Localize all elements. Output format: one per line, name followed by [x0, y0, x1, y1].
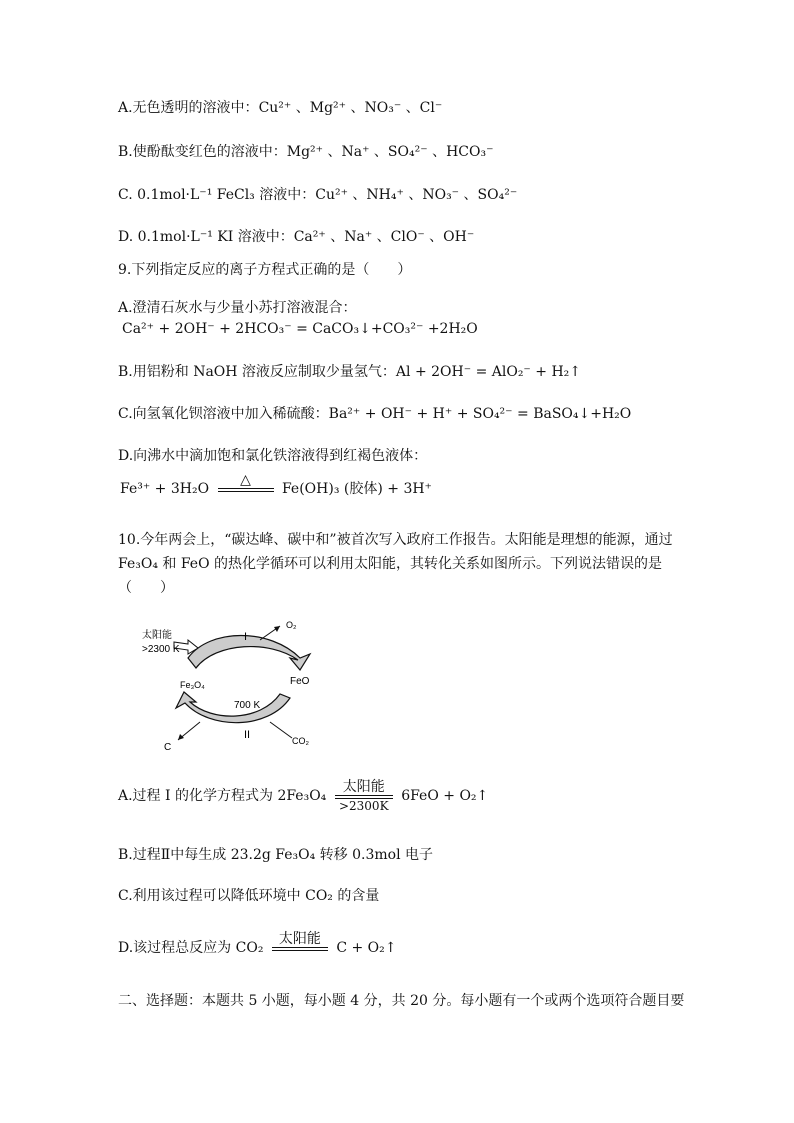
co2-label: CO₂ [292, 736, 309, 746]
q8-option-a: A.无色透明的溶液中：Cu²⁺ 、Mg²⁺ 、NO₃⁻ 、Cl⁻ [118, 100, 443, 116]
q9-stem: 9.下列指定反应的离子方程式正确的是（ ） [118, 262, 412, 278]
q10-option-b: B.过程Ⅱ中每生成 23.2g Fe₃O₄ 转移 0.3mol 电子 [118, 847, 434, 863]
q9-option-a-text: A.澄清石灰水与少量小苏打溶液混合： [118, 300, 357, 316]
c-label: C [164, 742, 172, 753]
q10-option-d: D.该过程总反应为 CO₂ 太阳能 C + O₂↑ [118, 928, 397, 968]
q8-option-b: B.使酚酞变红色的溶液中：Mg²⁺ 、Na⁺ 、SO₄²⁻ 、HCO₃⁻ [118, 144, 494, 160]
fe3o4-label: Fe₃O₄ [180, 680, 205, 690]
feo-label: FeO [290, 676, 310, 687]
step-two-label: II [244, 729, 251, 741]
option-d-condition: 太阳能 [272, 931, 328, 965]
process-one-arrow [188, 636, 310, 671]
q10-option-a: A.过程 I 的化学方程式为 2Fe₃O₄ $\frac{\text{太阳能}}{>2300K}$ 6FeO + O₂↑ [118, 779, 489, 813]
q9-option-d-text: D.向沸水中滴加饱和氯化铁溶液得到红褐色液体： [118, 448, 428, 464]
o2-label: O₂ [286, 620, 297, 630]
solar-label: 太阳能 [142, 630, 172, 641]
high-temp-label: >2300 K [142, 644, 180, 655]
low-temp-label: 700 K [234, 700, 261, 711]
q10-stem: 10.今年两会上，“碳达峰、碳中和”被首次写入政府工作报告。太阳能是理想的能源，通过 Fe₃O₄ 和 FeO 的热化学循环可以利用太阳能，其转化关系如图所示。下列说法错误的是（ ） [118, 532, 673, 596]
section-two-heading: 二、选择题：本题共 5 小题，每小题 4 分，共 20 分。每小题有一个或两个选项符合题目要 [118, 993, 685, 1009]
co2-branch [270, 722, 292, 738]
process-two-arrow [176, 692, 290, 723]
thermochemical-cycle-diagram [140, 618, 340, 756]
q9-option-c: C.向氢氧化钡溶液中加入稀硫酸：Ba²⁺ + OH⁻ + H⁺ + SO₄²⁻ = BaSO₄↓+H₂O [118, 406, 632, 422]
q10-option-c: C.利用该过程可以降低环境中 CO₂ 的含量 [118, 888, 380, 904]
q9-option-d-equation: Fe³⁺ + 3H₂O △ Fe(OH)₃ (胶体) + 3H⁺ [120, 472, 432, 506]
q8-option-d: D. 0.1mol·L⁻¹ KI 溶液中：Ca²⁺ 、Na⁺ 、ClO⁻ 、OH⁻ [118, 229, 475, 245]
step-one-label: I [244, 631, 248, 643]
q9-option-b: B.用铝粉和 NaOH 溶液反应制取少量氢气：Al + 2OH⁻ = AlO₂⁻ + H₂↑ [118, 364, 582, 380]
q9-option-a-equation: Ca²⁺ + 2OH⁻ + 2HCO₃⁻ = CaCO₃↓+CO₃²⁻ +2H₂O [122, 321, 478, 337]
q8-option-c: C. 0.1mol·L⁻¹ FeCl₃ 溶液中：Cu²⁺ 、NH₄⁺ 、NO₃⁻ 、SO₄²⁻ [118, 187, 518, 203]
heat-condition: △ [218, 472, 274, 506]
option-a-condition: $\frac{\text{太阳能}}{>2300K}$ [335, 779, 393, 813]
